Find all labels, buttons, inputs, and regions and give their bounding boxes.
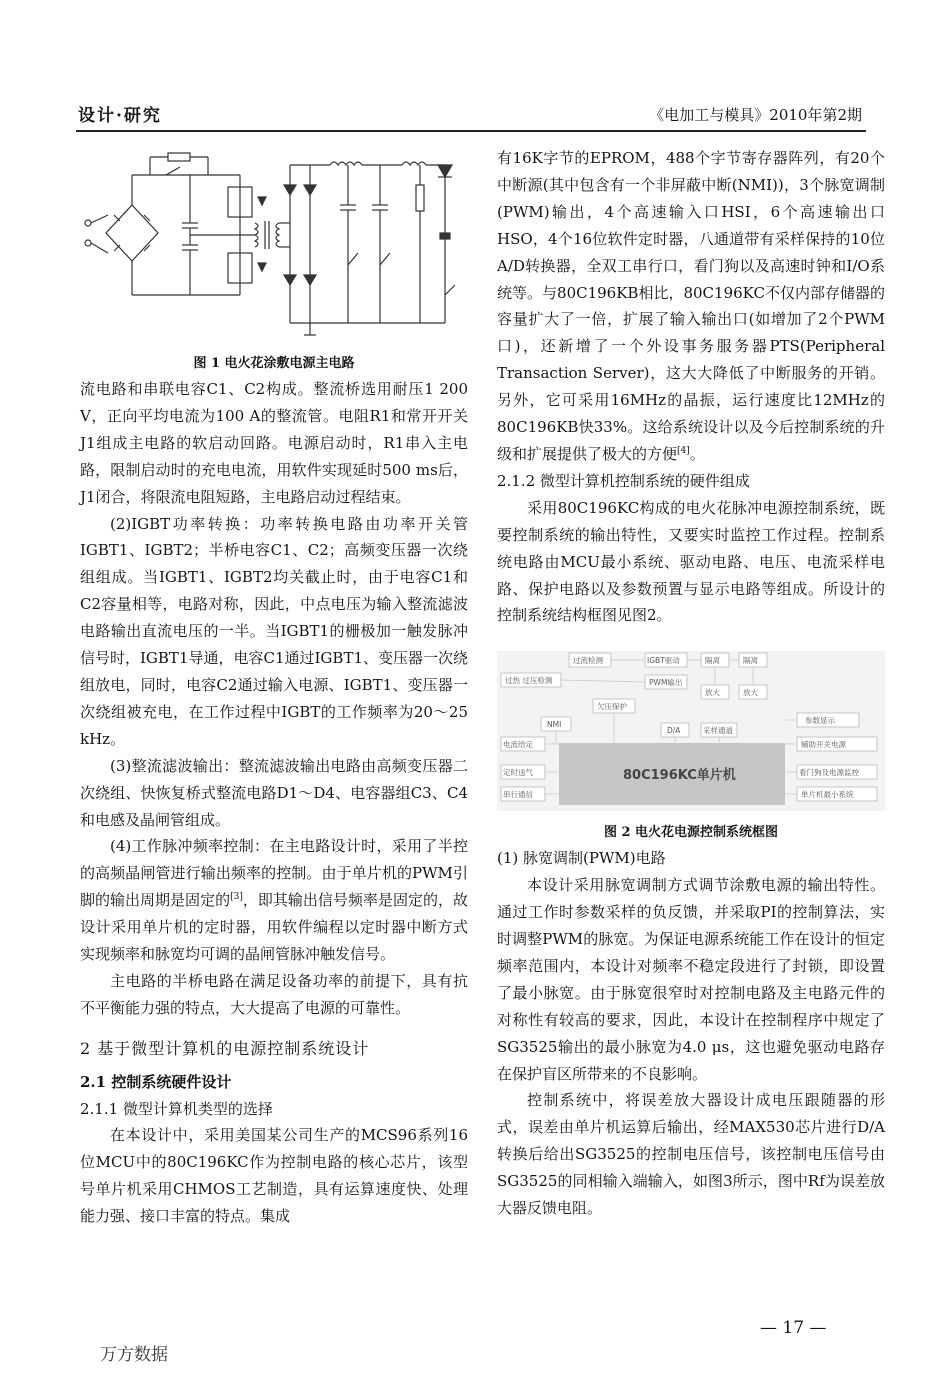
block-watchdog: 看门狗及电源监控 xyxy=(799,768,859,778)
figure-2 xyxy=(497,651,885,843)
block-undervoltage: 欠压保护 xyxy=(597,702,627,712)
block-da: D/A xyxy=(667,726,681,736)
paragraph: 采用80C196KC构成的电火花脉冲电源控制系统，既要控制系统的输出特性，又要实时监控工作过程。控制系统电路由MCU最小系统、驱动电路、电压、电流采样电路、保护电路以及参数预置与显示电路等组成。所设计的控制系统结构框图见图2。 xyxy=(497,498,885,625)
citation: [3] xyxy=(230,892,243,903)
block-nmi: NMI xyxy=(547,720,562,730)
block-isolation-2: 隔离 xyxy=(743,656,758,666)
block-serial-comm: 串行通信 xyxy=(503,790,533,800)
header-section-tag: 设计·研究 xyxy=(78,106,162,126)
block-amplifier-2: 放大 xyxy=(743,688,758,698)
section-heading: 2 基于微型计算机的电源控制系统设计 xyxy=(80,1038,370,1058)
figure-2-caption: 图 2 电火花电源控制系统框图 xyxy=(603,825,779,841)
subsubsection-heading: 2.1.2 微型计算机控制系统的硬件组成 xyxy=(497,471,750,490)
figure-1 xyxy=(80,145,468,374)
paragraph: 主电路的半桥电路在满足设备功率的前提下，具有抗不平衡能力强的特点，大大提高了电源的可靠性。 xyxy=(80,971,468,1017)
block-pwm-output: PWM输出 xyxy=(649,678,683,688)
paragraph: (2)IGBT功率转换：功率转换电路由功率开关管IGBT1、IGBT2；半桥电容C1、C2；高频变压器一次绕组组成。当IGBT1、IGBT2均关截止时，由于电容C1和C2容量相等，电路对称，因此，中点电压为输入整流滤波电路输出直流电压的一半。当IGBT1的栅极加一触发脉冲信号时，IGBT1导通，电容C1通过IGBT1、变压器一次绕组放电，同时，电容C2通过输入电源、IGBT1、变压器一次绕组被充电，在工作过程中IGBT的工作频率为20～25 kHz。 xyxy=(80,514,468,748)
block-mcu: 80C196KC单片机 xyxy=(623,768,736,784)
block-current-setpoint: 电流给定 xyxy=(503,740,533,750)
paragraph: 流电路和串联电容C1、C2构成。整流桥选用耐压1 200 V，正向平均电流为100 A的整流管。电阻R1和常开开关J1组成主电路的软启动回路。电源启动时，R1串入主电路，限制启动时的充电电流，用软件实现延时500 ms后，J1闭合，将限流电阻短路，主电路启动过程结束。 xyxy=(80,380,468,506)
subsection-heading: 2.1 控制系统硬件设计 xyxy=(80,1072,232,1091)
block-igbt-drive: IGBT驱动 xyxy=(647,656,680,666)
paragraph: (3)整流滤波输出：整流滤波输出电路由高频变压器二次绕组、快恢复桥式整流电路D1～D4、电容器组C3、C4和电感及晶闸管组成。 xyxy=(80,756,468,829)
page-number: — 17 — xyxy=(760,1318,827,1338)
paragraph: 本设计采用脉宽调制方式调节涂敷电源的输出特性。通过工作时参数采样的负反馈，并采取PI的控制算法，实时调整PWM的脉宽。为保证电源系统能工作在设计的恒定频率范围内，本设计对频率不稳定段进行了封锁，即设置了最小脉宽。由于脉宽很窄时对控制电路及主电路元件的对称性有较高的要求，因此，本设计在控制程序中规定了SG3525输出的最小脉宽为4.0 μs，这也避免驱动电路存在保护盲区所带来的不良影响。 xyxy=(497,876,885,1083)
right-column xyxy=(497,145,885,1222)
header-journal-issue: 《电加工与模具》2010年第2期 xyxy=(649,106,862,124)
block-overcurrent: 过流检测 xyxy=(573,656,603,666)
paragraph xyxy=(80,833,468,968)
circuit-diagram xyxy=(80,145,468,350)
block-amplifier-1: 放大 xyxy=(705,688,720,698)
block-diagram xyxy=(497,651,885,811)
paragraph-text: 。 xyxy=(689,444,705,463)
paragraph: 控制系统中，将误差放大器设计成电压跟随器的形式，误差由单片机运算后输出，经MAX530芯片进行D/A转换后给出SG3525的控制电压信号，该控制电压信号由SG3525的同相输入端输入，如图3所示，图中Rf为误差放大器反馈电阻。 xyxy=(497,1091,885,1218)
paragraph xyxy=(497,145,885,468)
paragraph-text: (4)工作脉冲频率控制：在主电路设计时，采用了半控的高频晶闸管进行输出频率的控制。由于单片机的PWM引脚的输出周期是固定的 xyxy=(80,837,468,910)
left-column xyxy=(80,145,468,1230)
block-aux-power: 辅助开关电源 xyxy=(801,740,846,750)
subsubsection-heading: (1) 脉宽调制(PWM)电路 xyxy=(497,849,666,868)
block-timer-gas: 定时送气 xyxy=(503,768,533,778)
paragraph-text: ，即其输出信号频率是固定的，故设计采用单片机的定时器，用软件编程以定时器中断方式实现频率和脉宽均可调的晶闸管脉冲触发信号。 xyxy=(80,891,468,964)
block-sample-channel: 采样通道 xyxy=(703,726,733,736)
subsubsection-heading: 2.1.1 微型计算机类型的选择 xyxy=(80,1099,273,1118)
header-rule xyxy=(76,130,866,132)
block-param-display: 参数显示 xyxy=(805,716,835,726)
block-overheat-overvoltage: 过热 过压检测 xyxy=(505,676,553,686)
watermark: 万方数据 xyxy=(100,1345,168,1365)
citation: [4] xyxy=(677,445,690,456)
block-isolation-1: 隔离 xyxy=(705,656,720,666)
block-min-system: 单片机最小系统 xyxy=(801,790,854,800)
paragraph: 在本设计中，采用美国某公司生产的MCS96系列16位MCU中的80C196KC作为控制电路的核心芯片，该型号单片机采用CHMOS工艺制造，具有运算速度快、处理能力强、接口丰富的特点。集成 xyxy=(80,1126,468,1226)
paragraph-text: 有16K字节的EPROM，488个字节寄存器阵列，有20个中断源(其中包含有一个非屏蔽中断(NMI))，3个脉宽调制(PWM)输出，4个高速输入口HSI，6个高速输出口HSO，4个16位软件定时器，八通道带有采样保持的10位A/D转换器，全双工串行口，看门狗以及高速时钟和I/O系统等。与80C196KB相比，80C196KC不仅内部存储器的容量扩大了一倍，扩展了输入输出口(如增加了2个PWM口)，还新增了一个外设事务服务器PTS(Peripheral Transaction Server)，这大大降低了中断服务的开销。另外，它可采用16MHz的晶振，运行速度比12MHz的80C196KB快33%。这给系统设计以及今后控制系统的升级和扩展提供了极大的方便 xyxy=(497,149,885,463)
figure-1-caption: 图 1 电火花涂敷电源主电路 xyxy=(193,356,355,371)
